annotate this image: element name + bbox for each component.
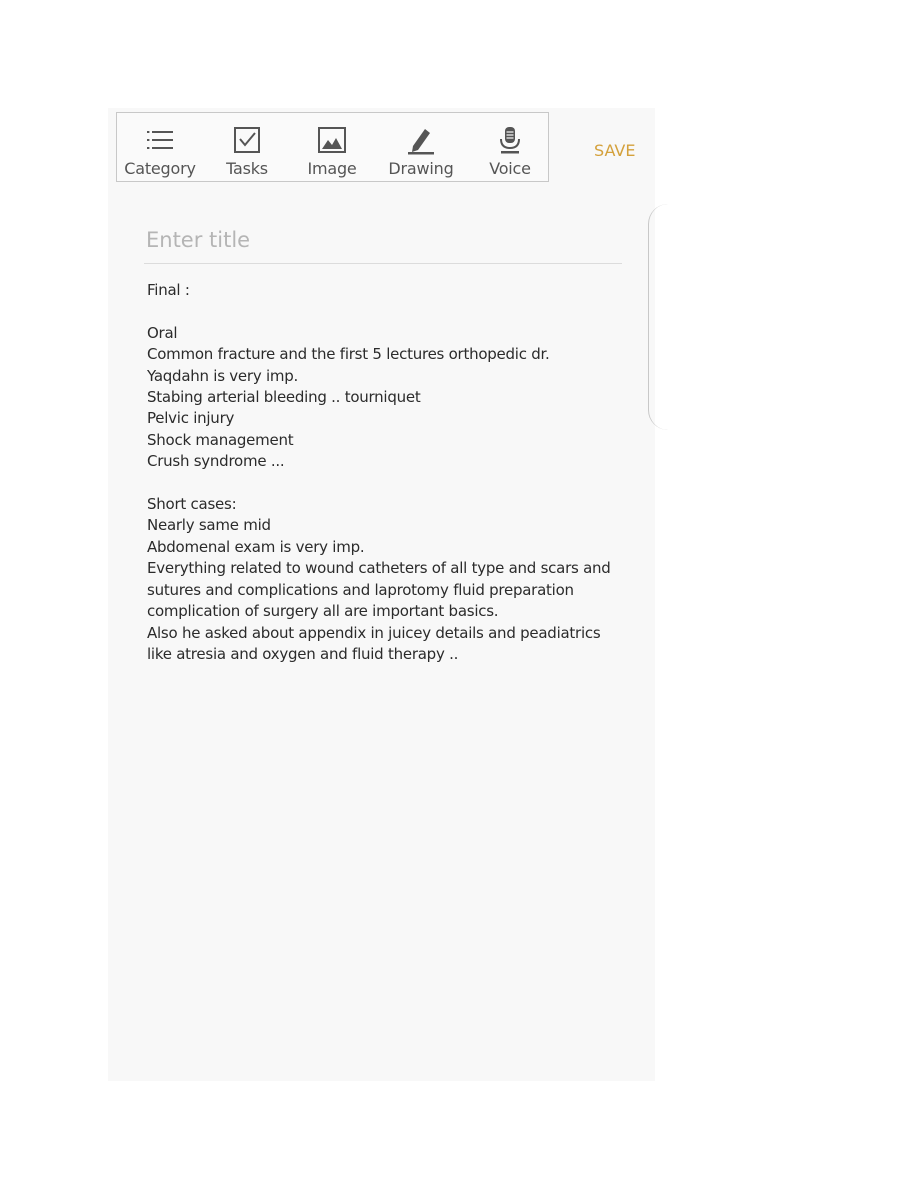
list-icon — [145, 125, 175, 155]
tasks-button[interactable] — [213, 113, 281, 183]
screen-edge — [648, 204, 668, 430]
note-body[interactable]: Final : Oral Common fracture and the first 5 lectures orthopedic dr. Yaqdahn is very imp. Stabing arterial bleeding .. tourniquet Pelvic injury Shock management Crush syndrome ... Short cases: Nearly same mid Abdomenal exam is very imp. Everything related to wound catheters of all type and scars and sutures and complications and laprotomy fluid preparation complication of surgery all are important basics. Also he asked about appendix in juicey details and peadiatrics like atresia and oxygen and fluid therapy .. — [147, 281, 611, 663]
voice-button[interactable] — [477, 113, 543, 183]
microphone-icon — [495, 125, 525, 155]
drawing-button[interactable] — [381, 113, 461, 183]
image-label: Image — [307, 159, 357, 178]
category-button[interactable] — [121, 113, 199, 183]
note-editor-screen — [108, 108, 655, 1081]
insert-toolbar — [116, 112, 549, 182]
save-button[interactable]: SAVE — [594, 141, 636, 160]
tasks-label: Tasks — [226, 159, 268, 178]
drawing-label: Drawing — [388, 159, 454, 178]
voice-label: Voice — [489, 159, 531, 178]
pen-icon — [406, 125, 436, 155]
title-input[interactable] — [146, 220, 621, 260]
image-icon — [317, 125, 347, 155]
title-divider — [144, 263, 622, 264]
category-label: Category — [124, 159, 196, 178]
image-button[interactable] — [297, 113, 367, 183]
checkbox-icon — [232, 125, 262, 155]
